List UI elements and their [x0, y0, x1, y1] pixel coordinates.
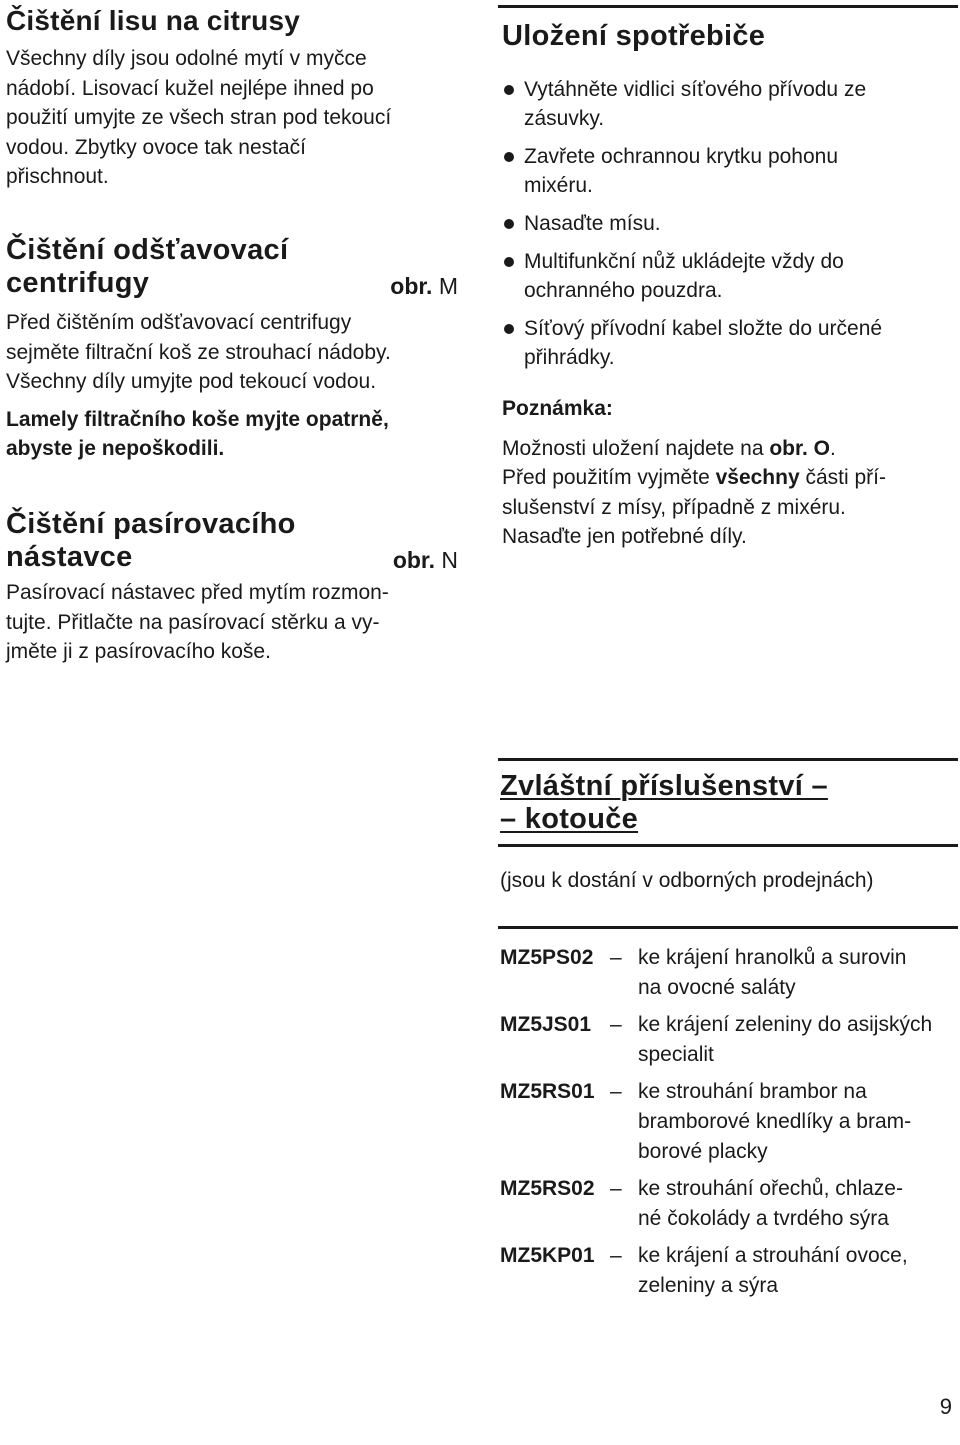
section-accessories	[500, 770, 960, 836]
list-item: Vytáhněte vidlici síťového přívodu ze zásuvky.	[502, 75, 960, 133]
body-line: Pasírovací nástavec před mytím rozmon-	[6, 581, 389, 604]
body-line: Všechny díly jsou odolné mytí v myčce	[6, 47, 367, 70]
section-rule	[498, 5, 958, 8]
warning-line: Lamely filtračního koše myjte opatrně,	[6, 407, 389, 431]
section-rule	[498, 758, 958, 761]
section-rule	[498, 844, 958, 847]
section-title-line: Čištění pasírovacího	[6, 508, 296, 540]
note-title: Poznámka:	[502, 397, 613, 420]
section-title-line: centrifugy	[6, 267, 150, 299]
list-item: MZ5KP01 – ke krájení a strouhání ovoce, zeleniny a sýra	[500, 1244, 908, 1297]
note-body: Možnosti uložení najdete na obr. O. Před použitím vyjměte všechny části pří- slušenství z mísy, případně z mixéru. Nasaďte jen potřebné díly.	[502, 436, 887, 548]
list-item: MZ5RS02 – ke strouhání ořechů, chlaze- né čokolády a tvrdého sýra	[500, 1177, 903, 1230]
accessories-subtitle: (jsou k dostání v odborných prodejnách)	[500, 869, 874, 892]
body-line: Před čištěním odšťavovací centrifugy	[6, 311, 352, 334]
list-item: MZ5JS01 – ke krájení zeleniny do asijských specialit	[500, 1013, 933, 1066]
body-line: tujte. Přitlačte na pasírovací stěrku a vy-	[6, 610, 380, 634]
body-line: jměte ji z pasírovacího koše.	[6, 640, 271, 663]
body-line: nádobí. Lisovací kužel nejlépe ihned po	[6, 76, 374, 100]
section-title-line: Čištění odšťavovací	[6, 234, 289, 266]
section-title-line: Zvláštní příslušenství –	[500, 770, 828, 802]
body-line: přischnout.	[6, 165, 109, 188]
body-line: vodou. Zbytky ovoce tak nestačí	[6, 135, 306, 159]
section-title: Uložení spotřebiče	[502, 20, 766, 52]
body-line: Všechny díly umyjte pod tekoucí vodou.	[6, 370, 377, 393]
list-item: Multifunkční nůž ukládejte vždy do ochranného pouzdra.	[502, 247, 960, 305]
storage-steps	[502, 75, 960, 372]
page-number: 9	[939, 1394, 952, 1419]
section-citrus-cleaning	[6, 4, 466, 192]
list-item: MZ5RS01 – ke strouhání brambor na bramborové knedlíky a bram- borové placky	[500, 1080, 912, 1163]
section-storage	[502, 20, 960, 552]
list-item: Zavřete ochrannou krytku pohonu mixéru.	[502, 142, 960, 200]
section-rule	[498, 926, 958, 929]
section-title-line: nástavce	[6, 541, 133, 573]
section-title-line: – kotouče	[500, 803, 639, 835]
list-item: Nasaďte mísu.	[502, 209, 960, 238]
section-centrifuge-cleaning	[6, 234, 458, 464]
figure-ref: obr. N	[392, 547, 458, 573]
body-line: sejměte filtrační koš ze strouhací nádoby.	[6, 340, 391, 364]
figure-ref: obr. M	[390, 273, 458, 299]
list-item: MZ5PS02 – ke krájení hranolků a surovin na ovocné saláty	[500, 946, 907, 999]
accessory-list	[500, 943, 960, 1308]
section-strainer-cleaning	[6, 508, 458, 667]
list-item: Síťový přívodní kabel složte do určené přihrádky.	[502, 314, 960, 372]
warning-line: abyste je nepoškodili.	[6, 437, 225, 460]
body-line: použití umyjte ze všech stran pod tekoucí	[6, 106, 392, 129]
section-title: Čištění lisu na citrusy	[6, 5, 301, 36]
